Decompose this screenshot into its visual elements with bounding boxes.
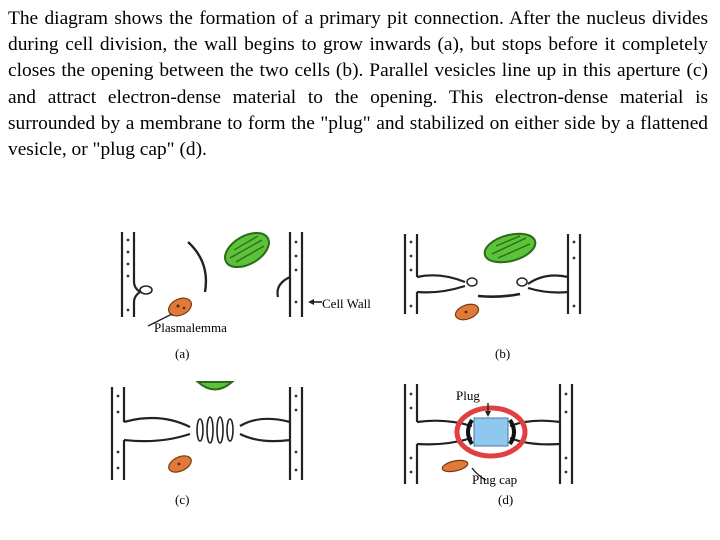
panel-b: [405, 229, 580, 361]
panel-label-b: (b): [495, 346, 511, 361]
caption-text: The diagram shows the formation of a primary pit connection. After the nucleus divides during cell division, the wall begins to grow inwards (a), but stops before it completely closes the opening between the two cells (b). Parallel vesicles line up in this aperture (c) and attract electron-dense material to the opening. This electron-dense material is surrounded by a membrane to form the "plug" and stabilized on either side by a flattened vesicle, or "plug cap" (d).: [8, 8, 708, 161]
panel-a: [122, 226, 371, 361]
chloroplast: [198, 382, 232, 390]
nucleus: [441, 458, 469, 473]
label-plasmalemma: Plasmalemma: [154, 320, 227, 335]
panel-d: [405, 384, 572, 507]
label-cell-wall: Cell Wall: [322, 296, 371, 311]
nucleus: [166, 453, 194, 476]
vesicle: [140, 286, 152, 294]
panel-c: [112, 382, 302, 507]
panel-label-c: (c): [175, 492, 190, 507]
chloroplast: [219, 226, 275, 274]
panel-label-d: (d): [498, 492, 514, 507]
label-plug: Plug: [456, 388, 480, 403]
pit-connection-diagram: [100, 222, 620, 522]
plug: [474, 418, 508, 446]
label-plug-cap: Plug cap: [472, 472, 518, 487]
nucleus: [453, 301, 480, 322]
chloroplast: [482, 229, 539, 268]
panel-label-a: (a): [175, 346, 190, 361]
parallel-vesicles: [197, 417, 233, 443]
